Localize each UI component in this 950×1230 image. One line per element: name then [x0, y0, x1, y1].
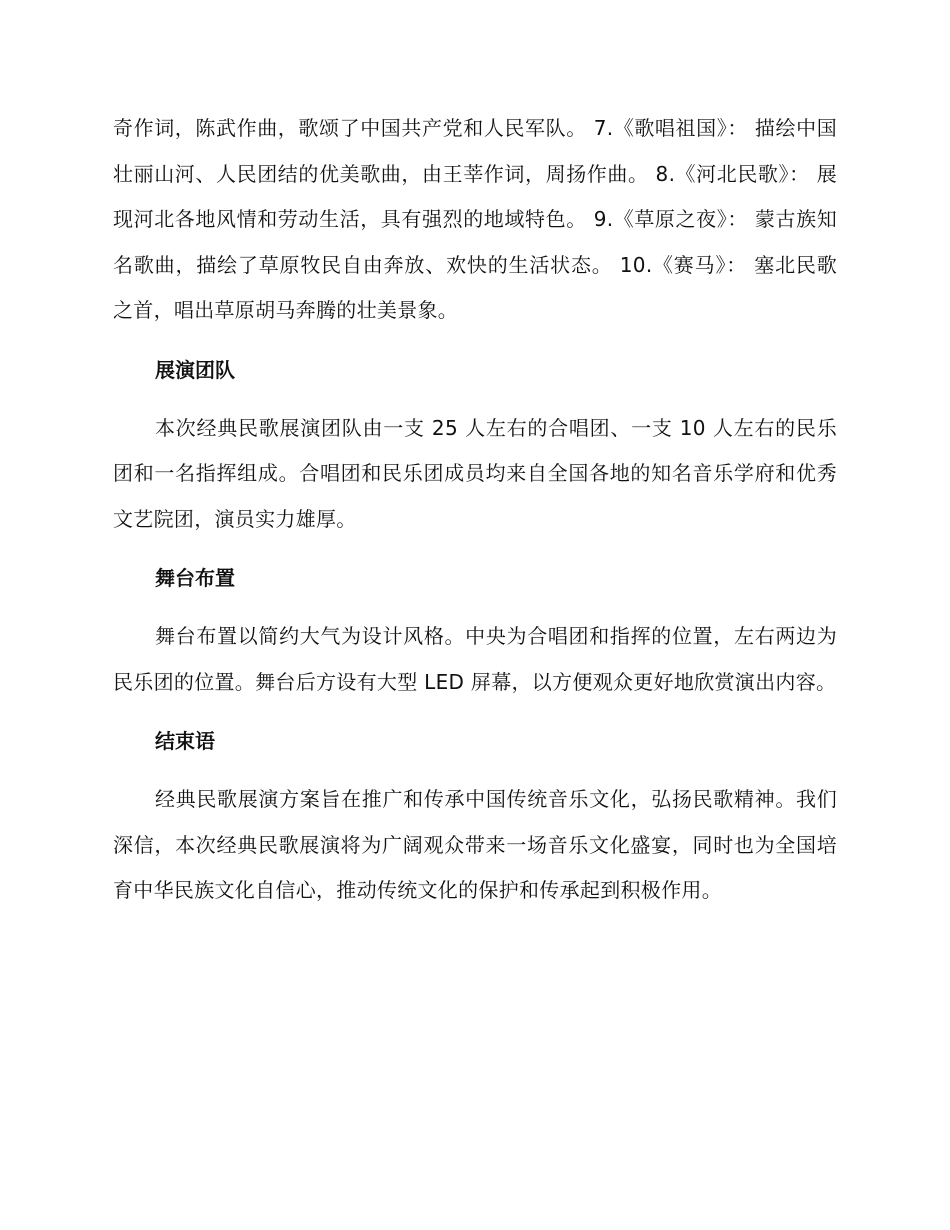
- section-body-stage: 舞台布置以简约大气为设计风格。中央为合唱团和指挥的位置，左右两边为民乐团的位置。舞台后方设有大型 LED 屏幕，以方便观众更好地欣赏演出内容。: [113, 624, 837, 694]
- section-body-conclusion: 经典民歌展演方案旨在推广和传承中国传统音乐文化，弘扬民歌精神。我们深信，本次经典民歌展演将为广阔观众带来一场音乐文化盛宴，同时也为全国培育中华民族文化自信心，推动传统文化的保护和传承起到积极作用。: [113, 787, 837, 902]
- section-heading-team: 展演团队: [155, 357, 235, 382]
- section-heading-stage: 舞台布置: [155, 566, 235, 590]
- section-body-team: 本次经典民歌展演团队由一支 25 人左右的合唱团、一支 10 人左右的民乐团和一名指挥组成。合唱团和民乐团成员均来自全国各地的知名音乐学府和优秀文艺院团，演员实力雄厚。: [113, 415, 837, 531]
- intro-paragraph: 奇作词，陈武作曲，歌颂了中国共产党和人民军队。 7.《歌唱祖国》： 描绘中国壮丽山河、人民团结的优美歌曲，由王莘作词，周扬作曲。 8.《河北民歌》： 展现河北各地风情和劳动生活，具有强烈的地域特色。 9.《草原之夜》： 蒙古族知名歌曲，描绘了草原牧民自由奔放、欢快的生活状态。 10.《赛马》： 塞北民歌之首，唱出草原胡马奔腾的壮美景象。: [113, 116, 837, 322]
- document-page: [113, 106, 837, 914]
- section-heading-conclusion: 结束语: [155, 729, 215, 753]
